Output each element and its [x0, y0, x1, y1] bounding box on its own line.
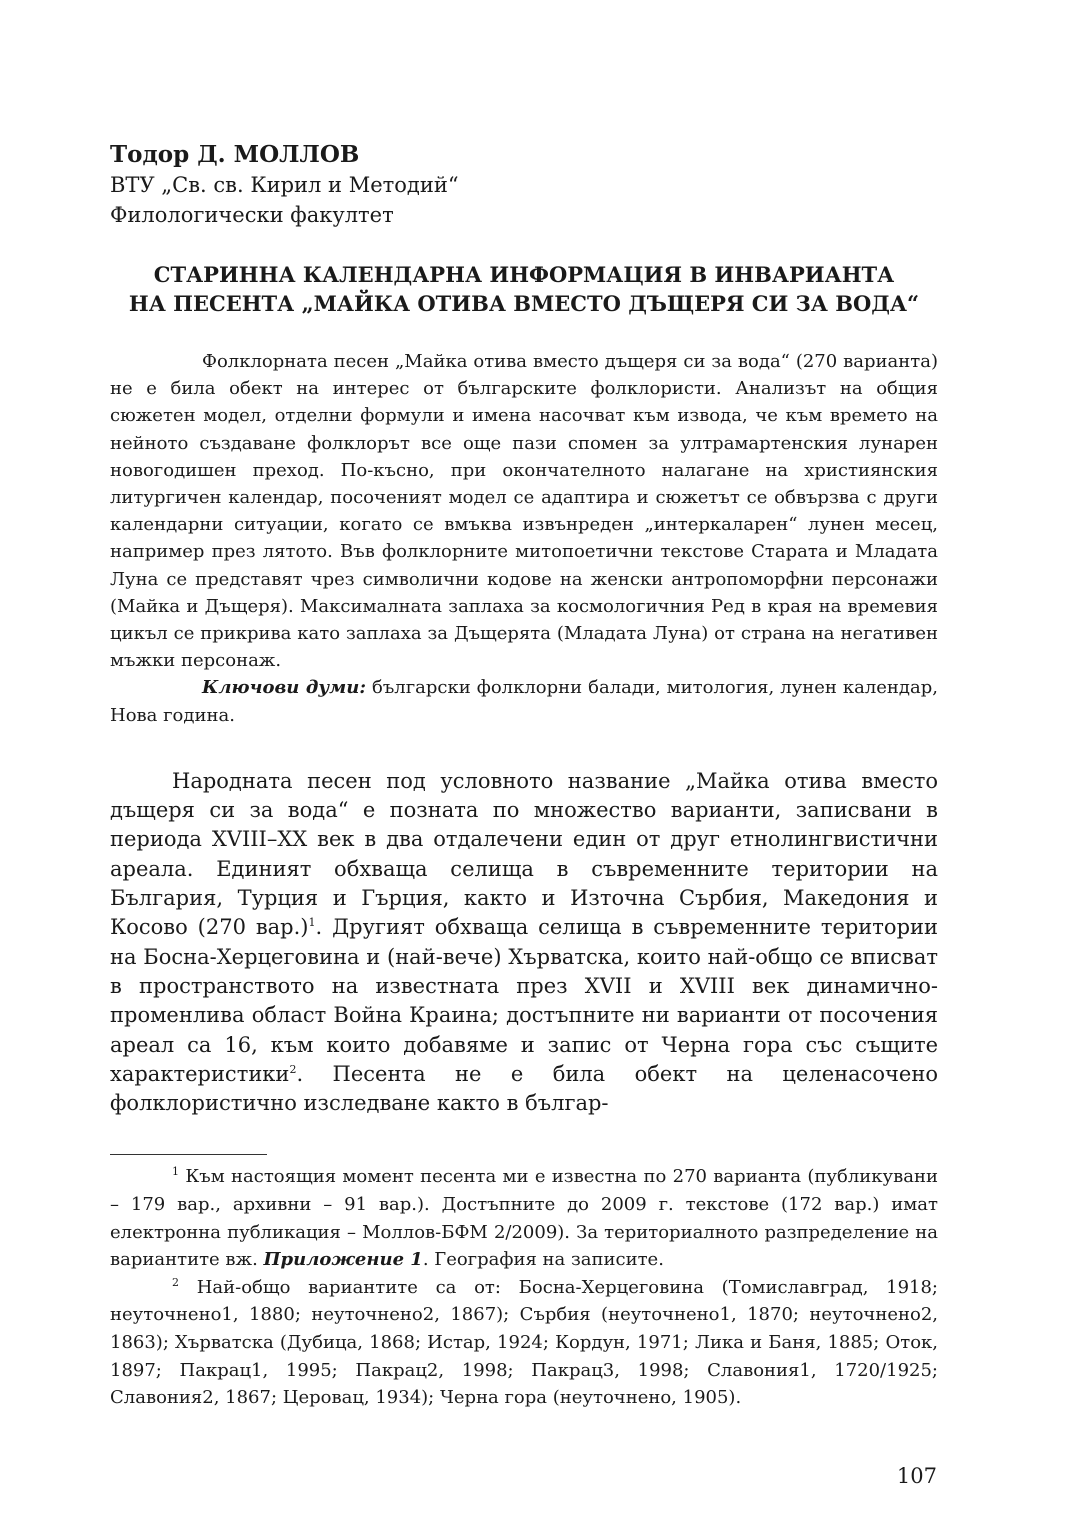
author-name: Тодор Д. МОЛЛОВ: [110, 141, 360, 168]
title-line-2: НА ПЕСЕНТА „МАЙКА ОТИВА ВМЕСТО ДЪЩЕРЯ СИ ЗА ВОДА“: [128, 291, 920, 316]
footnote-1-appendix: Приложение 1: [263, 1249, 423, 1271]
footnote-1-text-b: . География на записите.: [422, 1249, 664, 1271]
affiliation-university: ВТУ „Св. св. Кирил и Методий“: [110, 173, 459, 197]
footnote-2-number: 2: [172, 1275, 179, 1289]
title-line-1: СТАРИННА КАЛЕНДАРНА ИНФОРМАЦИЯ В ИНВАРИАНТА: [153, 262, 895, 287]
page-number: 107: [896, 1464, 937, 1488]
footnote-divider: [110, 1154, 267, 1155]
keywords-text: български фолклорни балади, митология, лунен календар, Нова година.: [110, 677, 938, 726]
body-part-2: . Другият обхваща селища в съвременните територии на Босна-Херцеговина и (най-вече) Хърватска, които най-общо се вписват в пространството на известната през XVII и XVIII век динамично-променлива област Война Краина; достъпните ни варианти от посочения ареал са 16, към които добавяме и запис от Черна гора със същите характеристики: [110, 915, 939, 1086]
abstract: [110, 348, 938, 729]
body-text: [110, 767, 938, 1119]
keywords-separator: :: [359, 677, 367, 699]
keywords-label: Ключови думи: [202, 677, 360, 699]
article-title: [110, 260, 938, 318]
page-content: [110, 140, 938, 1412]
affiliation-faculty: Филологически факултет: [110, 203, 394, 227]
keywords: [110, 674, 938, 728]
footnotes: [110, 1163, 938, 1411]
footnote-ref-1[interactable]: 1: [308, 916, 316, 930]
footnote-1-text-a: Към настоящия момент песента ми е известна по 270 варианта (публикувани – 179 вар., архивни – 91 вар.). Достъпните до 2009 г. текстове (172 вар.) имат електронна публикация – Моллов-БФМ 2/2009). За териториалното разпределение на вариантите вж.: [110, 1166, 938, 1271]
body-paragraph: [110, 767, 938, 1119]
body-part-3: . Песента не е била обект на целенасочено фолклористично изследване както в българ-: [110, 1061, 938, 1116]
body-part-1: Народната песен под условното название „Майка отива вместо дъщеря си за вода“ е позната по множество варианти, записвани в периода XVIII–XX век в два отдалечени един от друг етнолингвистични ареала. Единият обхваща селища в съвременните територии на България, Турция и Гърция, както и Източна Сърбия, Македония и Косово (270 вар.): [110, 768, 938, 940]
footnote-2-text: Най-общо вариантите са от: Босна-Херцеговина (Томиславград, 1918; неуточнено1, 1880; неуточнено2, 1867); Сърбия (неуточнено1, 1870; неуточнено2, 1863); Хърватска (Дубица, 1868; Истар, 1924; Кордун, 1971; Лика и Баня, 1885; Оток, 1897; Пакрац1, 1995; Пакрац2, 1998; Пакрац3, 1998; Славония1, 1720/1925; Славония2, 1867; Церовац, 1934); Черна гора (неуточнено, 1905).: [110, 1276, 938, 1409]
footnote-ref-2[interactable]: 2: [289, 1062, 297, 1076]
footnote-2: [110, 1274, 938, 1412]
footnote-1-number: 1: [172, 1165, 179, 1179]
abstract-text: Фолклорната песен „Майка отива вместо дъщеря си за вода“ (270 варианта) не е била обект на интерес от българските фолклористи. Анализът на общия сюжетен модел, отделни формули и имена насочват към извода, че към времето на нейното създаване фолклорът все още пази спомен за ултрамартенския лунарен новогодишен преход. По-късно, при окончателното налагане на християнския литургичен календар, посоченият модел се адаптира и сюжетът се обвързва с други календарни ситуации, когато се вмъква извънреден „интеркаларен“ лунен месец, например през лятото. Във фолклорните митопоетични текстове Старата и Младата Луна се представят чрез символични кодове на женски антропоморфни персонажи (Майка и Дъщеря). Максималната заплаха за космологичния Ред в края на времевия цикъл се прикрива като заплаха за Дъщерята (Младата Луна) от страна на негативен мъжки персонаж.: [110, 351, 938, 672]
footnote-1: [110, 1163, 938, 1273]
